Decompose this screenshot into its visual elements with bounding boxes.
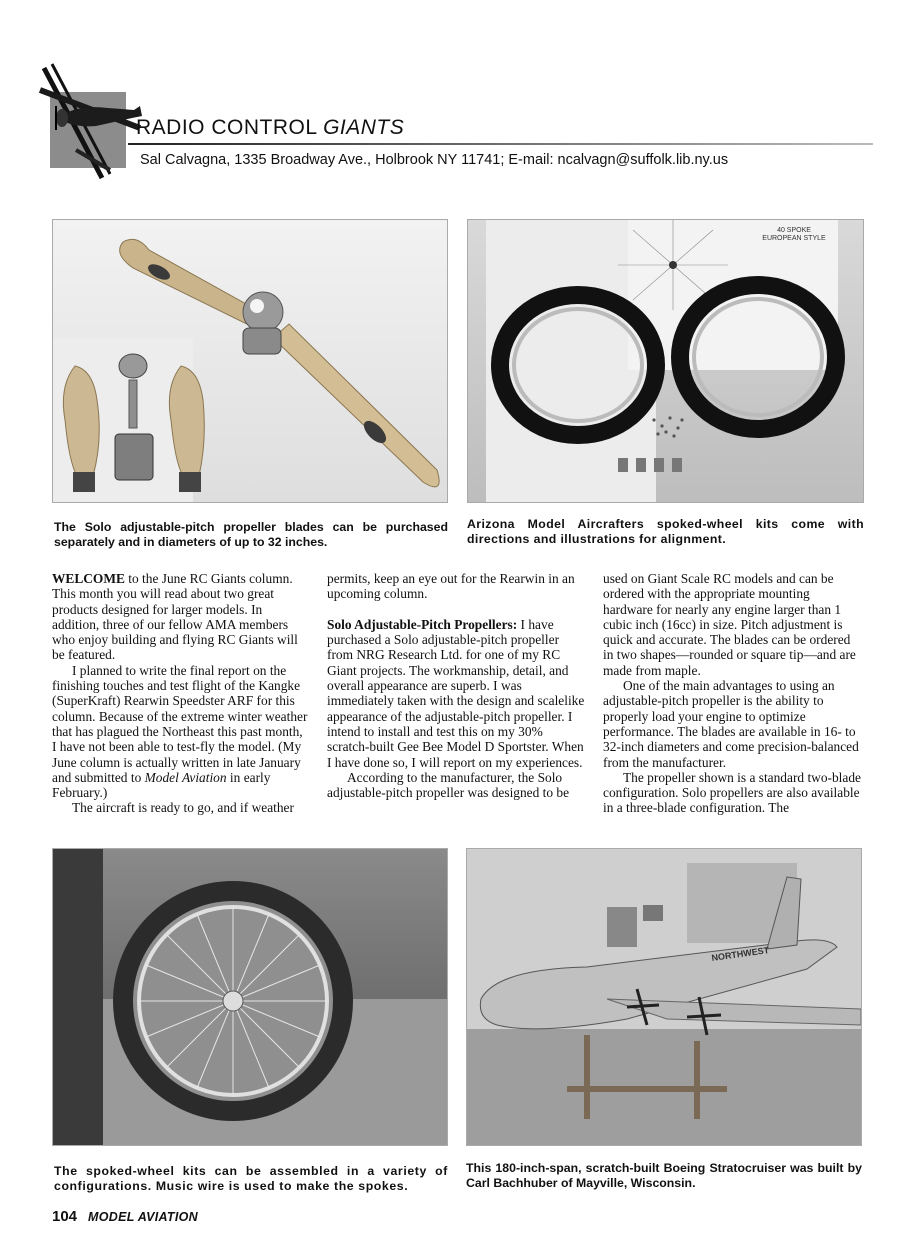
caption-stratocruiser: This 180-inch-span, scratch-built Boeing Stratocruiser was built by Carl Bachhuber of Mayville, Wisconsin. [466,1161,862,1190]
spoked-wheel-photo [52,848,448,1146]
article-paragraph: permits, keep an eye out for the Rearwin in an upcoming column. [327,571,575,602]
article-column-3 [603,571,861,816]
propeller-photo [52,219,448,503]
article-paragraph: The propeller shown is a standard two-blade configuration. Solo propellers are also available in a three-blade configuration. The [603,769,861,816]
caption-propeller: The Solo adjustable-pitch propeller blades can be purchased separately and in diameters of up to 32 inches. [54,520,448,549]
column-title-plain: RADIO CONTROL [136,116,324,139]
article-paragraph: used on Giant Scale RC models and can be ordered with the appropriate mounting hardware for nearly any engine larger than 1 cubic inch (16cc) in size. Pitch adjustment is quick and accurate. The blades can be ordered in two shapes—rounded or square tip—and are made from maple. [603,571,856,678]
article-paragraph: WELCOME to the June RC Giants column. This month you will read about two great products designed for larger models. In addition, three of our fellow AMA members who enjoy building and flying RC Giants will be featured. [52,571,298,663]
column-title-italic: GIANTS [323,116,405,139]
plane-livery: NORTHWEST [710,945,770,963]
stratocruiser-photo [466,848,862,1146]
column-logo [36,60,148,186]
article-column-2 [327,571,585,800]
header-rule [128,143,873,145]
article-paragraph: One of the main advantages to using an adjustable-pitch propeller is the ability to properly load your engine to optimize performance. The blades are available in 16- to 32-inch diameters and come precision-balanced from the manufacturer. [603,678,859,770]
page-number: 104 [52,1208,78,1225]
article-paragraph: According to the manufacturer, the Solo adjustable-pitch propeller was designed to be [327,769,570,801]
caption-wheel-kits: Arizona Model Aircrafters spoked-wheel kits come with directions and illustrations for alignment. [467,517,864,546]
column-title [136,116,404,140]
article-paragraph: Solo Adjustable-Pitch Propellers: I have purchased a Solo adjustable-pitch propeller from NRG Research Ltd. for one of my RC Giant projects. The workmanship, detail, and overall appearance are superb. I was immediately taken with the design and scalelike appearance of the adjustable-pitch propeller. I intend to install and test this on my 30% scratch-built Gee Bee Model D Sportster. When I have done so, I will report on my experiences. [327,616,585,770]
chart-heading: 40 SPOKE EUROPEAN STYLE [762,227,826,242]
author-contact: Sal Calvagna, 1335 Broadway Ave., Holbrook NY 11741; E-mail: ncalvagn@suffolk.lib.ny.us [140,152,729,168]
section-heading: Solo Adjustable-Pitch Propellers: [327,616,518,632]
caption-spoked-wheel: The spoked-wheel kits can be assembled in a variety of configurations. Music wire is used to make the spokes. [54,1164,448,1193]
article-column-1 [52,571,308,816]
welcome-lead: WELCOME [52,571,125,586]
article-paragraph: I planned to write the final report on the finishing touches and test flight of the Kangke (SuperKraft) Rearwin Speedster ARF for this column. Because of the extreme winter weather that has plagued the Northeast this past month, I have not been able to test-fly the model. (My June column is actually written in late January and submitted to Model Aviation in early February.) [52,662,308,801]
magazine-name: MODEL AVIATION [88,1210,198,1224]
article-paragraph: The aircraft is ready to go, and if weather [72,800,294,816]
wheel-kit-photo [467,219,864,503]
